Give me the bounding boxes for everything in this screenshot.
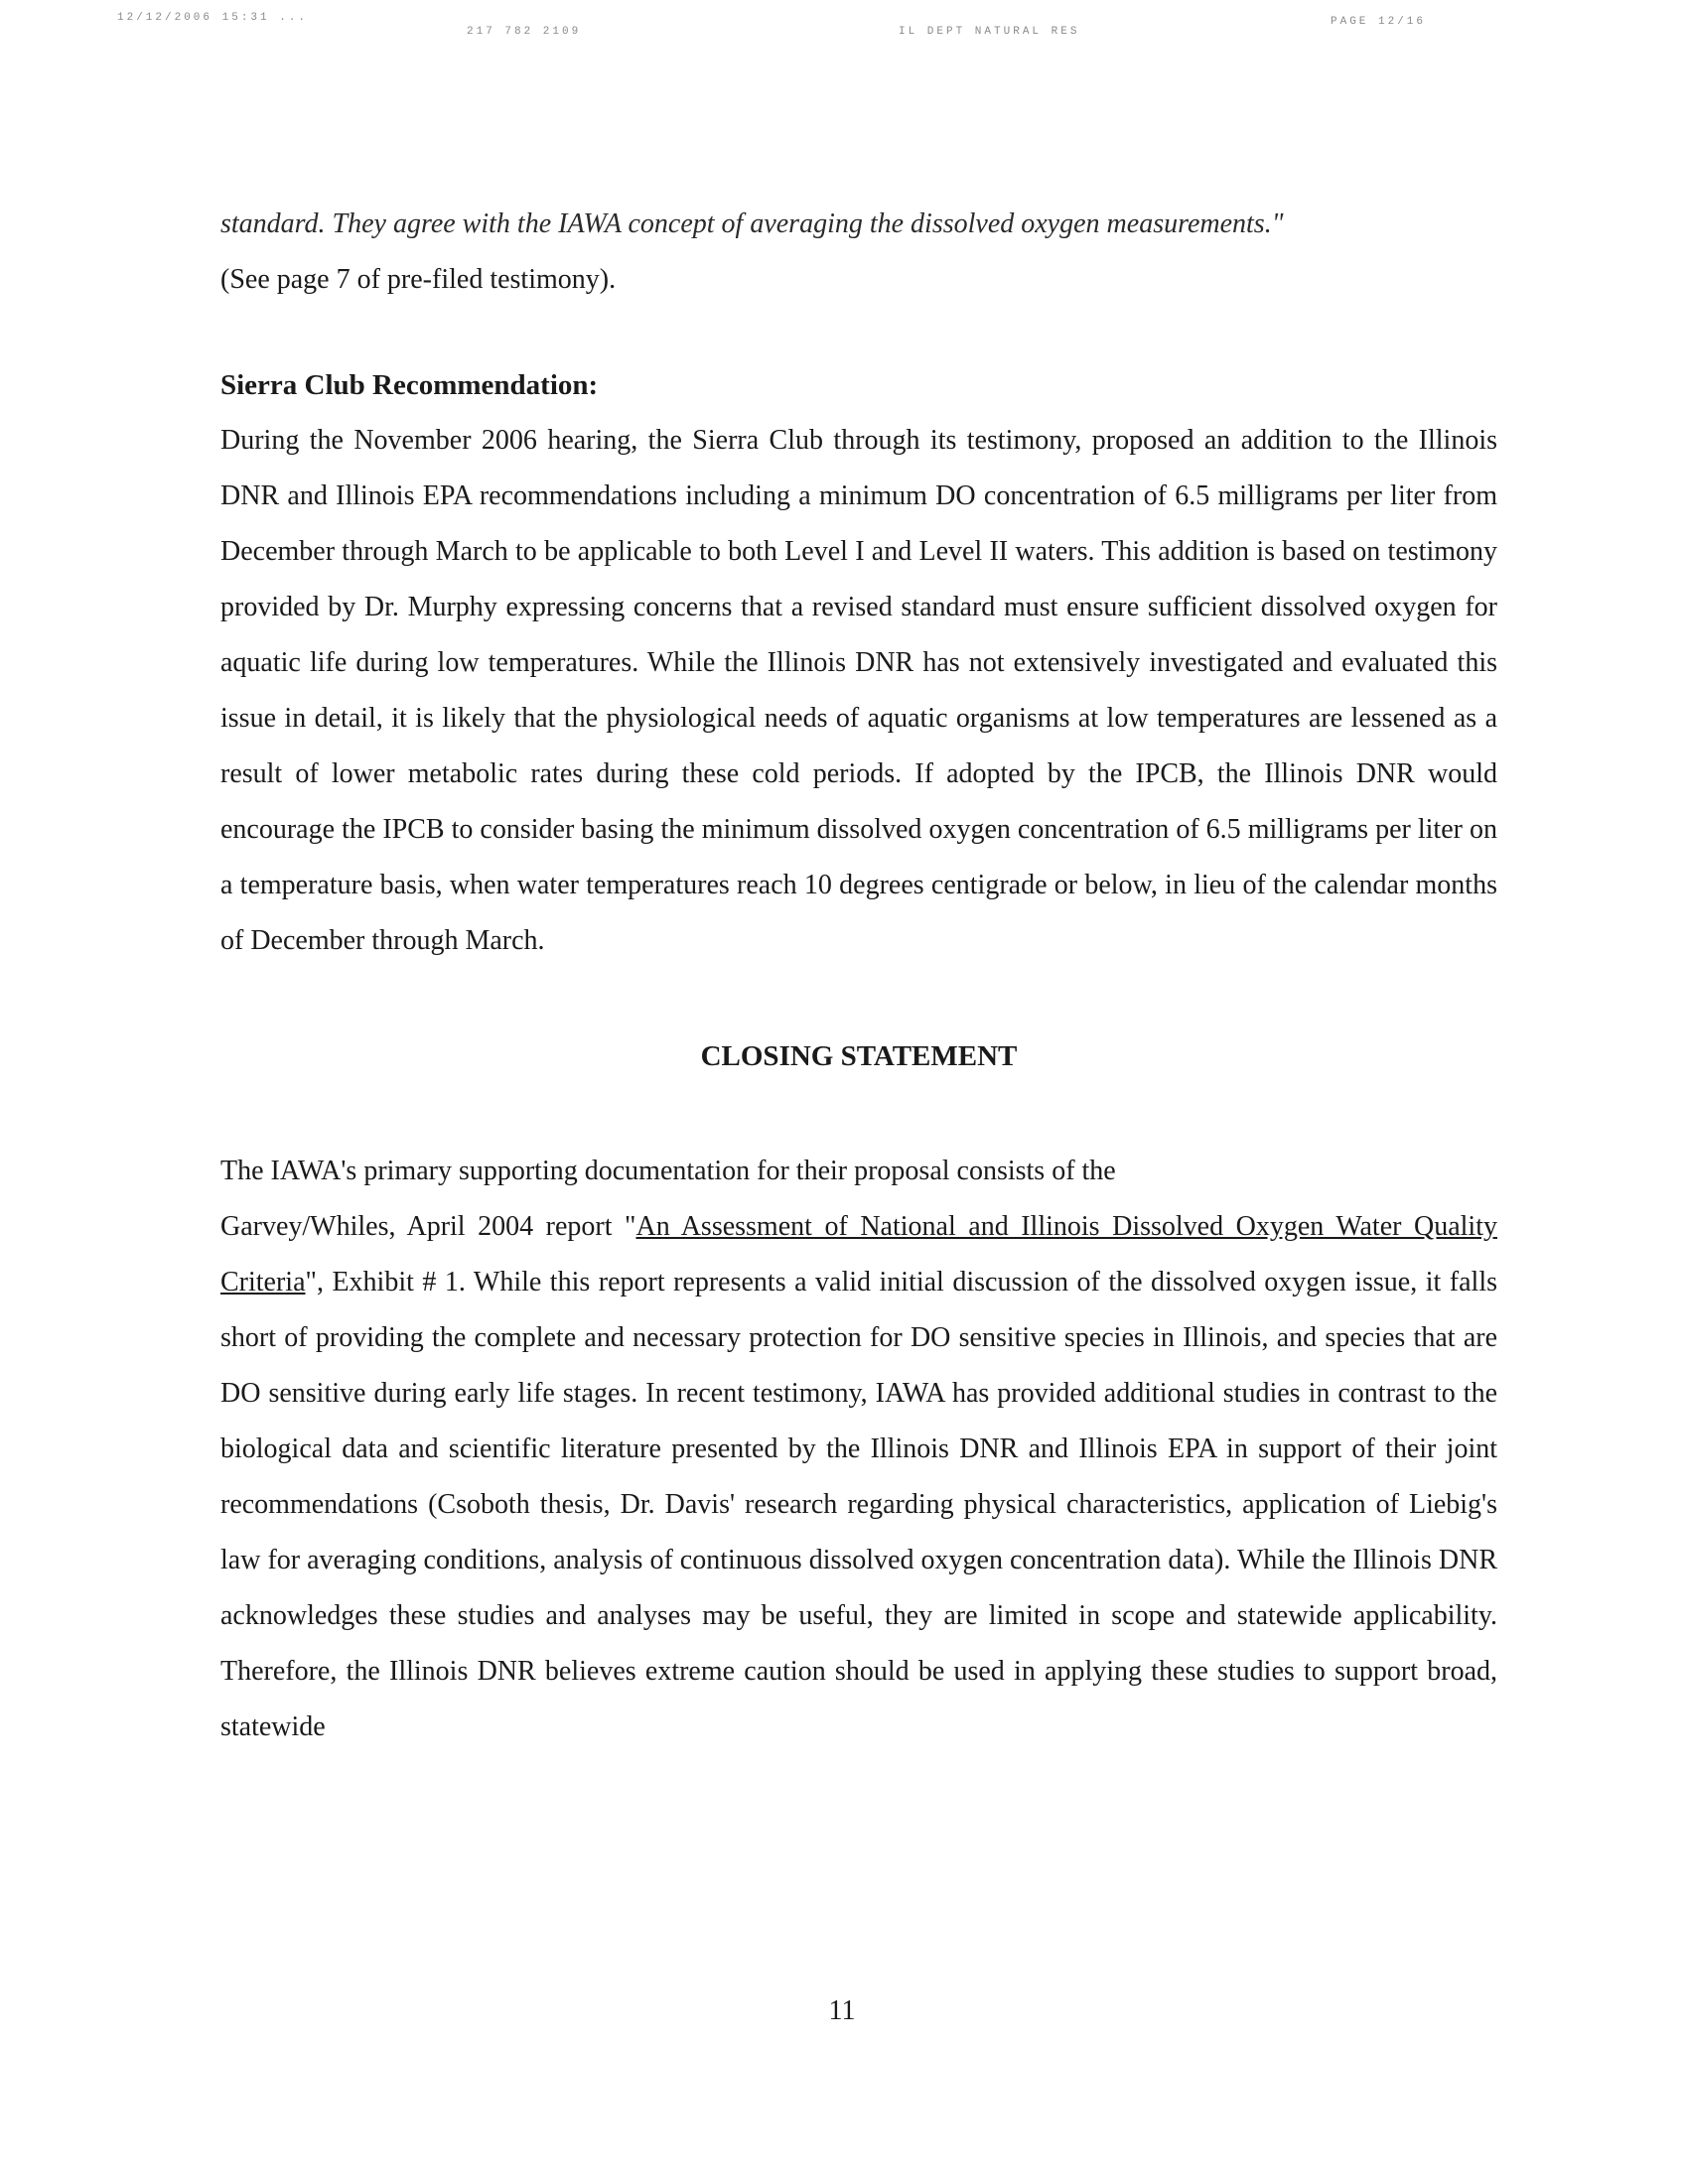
intro-quote: standard. They agree with the IAWA concept of averaging the dissolved oxygen measurements.": [220, 208, 1284, 239]
document-body: [220, 197, 1497, 1755]
closing-paragraph: [220, 1199, 1497, 1755]
intro-paragraph: [220, 197, 1497, 308]
fax-header-sender: IL DEPT NATURAL RES: [899, 26, 1080, 38]
sierra-club-heading: Sierra Club Recommendation:: [220, 369, 599, 401]
report-title: An Assessment of National and Illinois Dissolved Oxygen Water Quality Criteria: [220, 1211, 1497, 1297]
closing-pre-link: Garvey/Whiles, April 2004 report ": [220, 1211, 636, 1242]
fax-header-page: PAGE 12/16: [1331, 16, 1427, 28]
fax-header-date: 12/12/2006 15:31 ...: [117, 12, 309, 24]
sierra-club-paragraph: During the November 2006 hearing, the Sierra Club through its testimony, proposed an addition to the Illinois DNR and Illinois EPA recommendations including a minimum DO concentration of 6.5 milligrams per liter from December through March to be applicable to both Level I and Level II waters. This addition is based on testimony provided by Dr. Murphy expressing concerns that a revised standard must ensure sufficient dissolved oxygen for aquatic life during low temperatures. While the Illinois DNR has not extensively investigated and evaluated this issue in detail, it is likely that the physiological needs of aquatic organisms at low temperatures are lessened as a result of lower metabolic rates during these cold periods. If adopted by the IPCB, the Illinois DNR would encourage the IPCB to consider basing the minimum dissolved oxygen concentration of 6.5 milligrams per liter on a temperature basis, when water temperatures reach 10 degrees centigrade or below, in lieu of the calendar months of December through March.: [220, 425, 1497, 956]
closing-statement-title: CLOSING STATEMENT: [700, 1040, 1018, 1072]
intro-reference: (See page 7 of pre-filed testimony).: [220, 264, 617, 295]
closing-first-line: The IAWA's primary supporting documentation for their proposal consists of the: [220, 1156, 1116, 1186]
fax-header-phone: 217 782 2109: [467, 26, 582, 38]
closing-body: ", Exhibit # 1. While this report represents a valid initial discussion of the dissolved oxygen issue, it falls short of providing the complete and necessary protection for DO sensitive species in Illinois, and species that are DO sensitive during early life stages. In recent testimony, IAWA has provided additional studies in contrast to the biological data and scientific literature presented by the Illinois DNR and Illinois EPA in support of their joint recommendations (Csoboth thesis, Dr. Davis' research regarding physical characteristics, application of Liebig's law for averaging conditions, analysis of continuous dissolved oxygen concentration data). While the Illinois DNR acknowledges these studies and analyses may be useful, they are limited in scope and statewide applicability. Therefore, the Illinois DNR believes extreme caution should be used in applying these studies to support broad, statewide: [220, 1267, 1497, 1742]
fax-header: [0, 12, 1684, 52]
page-number: 11: [828, 1995, 856, 2026]
